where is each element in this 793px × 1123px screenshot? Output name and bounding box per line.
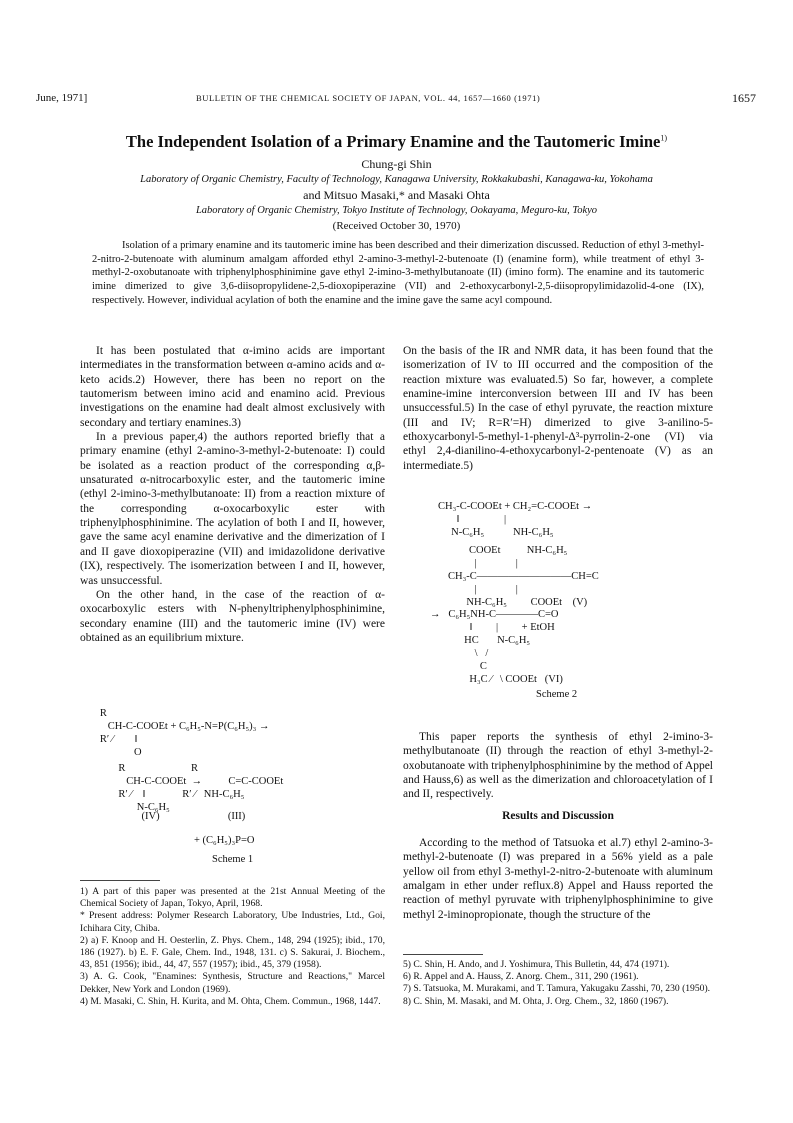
header-page-number: 1657 <box>732 91 756 105</box>
scheme-1-reactants: R CH-C-COOEt + C₆H₅-N=P(C₆H₅)₃ → R′ ⁄ ‖ O <box>99 708 270 758</box>
footnote-7: 7) S. Tatsuoka, M. Murakami, and T. Tamura, Yakugaku Zasshi, 70, 230 (1950). <box>403 983 711 995</box>
right-column-top <box>403 344 713 473</box>
footnote-1: 1) A part of this paper was presented at the 21st Annual Meeting of the Chemical Society of Japan, Tokyo, April, 1968. <box>80 886 385 910</box>
scheme-1-compound-labels: (IV) (III) <box>110 811 246 822</box>
footnote-3: 3) A. G. Cook, "Enamines: Synthesis, Structure and Reactions," Marcel Dekker, New York and London (1969). <box>80 971 385 995</box>
footnote-2: 2) a) F. Knoop and H. Oesterlin, Z. Phys. Chem., 148, 294 (1925); ibid., 170, 186 (1927). b) E. F. Gale, Chem. Ind., 1948, 131. c) S. Sakurai, J. Biochem., 43, 851 (1956); ibid., 44, 47, 557 (1957); ibid., 45, 379 (1958). <box>80 934 385 971</box>
footnote-rule-left <box>80 880 160 881</box>
right-column-bottom <box>403 836 713 922</box>
scheme-1-products: R R CH-C-COOEt → C=C-COOEt R′ ⁄ ‖ R′ ⁄ NH-C₆H₅ N-C₆H₅ <box>118 763 284 813</box>
title-text: The Independent Isolation of a Primary Enamine and the Tautomeric Imine <box>125 132 661 151</box>
footnote-rule-right <box>403 954 483 955</box>
left-paragraph-1: It has been postulated that α-imino acids are important intermediates in the transformation between α-amino acids and α-keto acids.2) However, there has been no report on the tautomerism between imino acid and enamino acid. Previous investigations on the enamine had dealt almost exclusively with secondary and tertiary enamines.3) <box>80 345 385 429</box>
footnote-present-address: * Present address: Polymer Research Laboratory, Ube Industries, Ltd., Goi, Ichihara City, Chiba. <box>80 910 385 934</box>
right-paragraph-2: This paper reports the synthesis of ethyl 2-imino-3-methylbutanoate (II) through the reaction of ethyl 3-methyl-2-oxobutanoate with triphenylphosphinimine by the method of Appel and Hauss,6) as well as the dimerization and chloroacetylation of I and II, respectively. <box>403 731 713 801</box>
header-journal: BULLETIN OF THE CHEMICAL SOCIETY OF JAPAN, VOL. 44, 1657—1660 (1971) <box>196 93 541 103</box>
author-line-2: and Mitsuo Masaki,* and Masaki Ohta <box>303 188 490 202</box>
left-paragraph-2: In a previous paper,4) the authors reported briefly that a primary enamine (ethyl 2-amino-3-methyl-2-butenoate: I) could be isolated as a reaction product of the corresponding α,β-unsaturated α-nitrocarboxylic ester, and the tautomeric imine (ethyl 2-imino-3-methylbutanoate: II) from a reaction mixture of the corresponding α-oxocarboxylic ester with triphenylphosphinimine. The acylation of both I and II, however, gave the same acyl enamine derivative and the dimerization of I and II gave dioxopiperazine (VII) and imidazolidone derivative (IX), respectively. The isomerization between I and II, however, was unsuccessful. <box>80 431 385 587</box>
footnote-8: 8) C. Shin, M. Masaki, and M. Ohta, J. Org. Chem., 32, 1860 (1967). <box>403 995 669 1007</box>
abstract: Isolation of a primary enamine and its tautomeric imine has been described and their dimerization discussed. Reduction of ethyl 3-methyl-2-nitro-2-butenoate with aluminum amalgam afforded ethyl 2-amino-3-methyl-2-butenoate (I) (enamine form), while treatment of ethyl 3-methyl-2-oxobutanoate with triphenylphosphinimine gave ethyl 2-imino-3-methylbutanoate (II) (imino form). The enamine and its tautomeric imine dimerized to give 3,6-diisopropylidene-2,5-dioxopiperazine (VII) and 2-ethoxycarbonyl-2,5-diisopropylimidazolid-4-one (IX), respectively. However, individual acylation of both the enamine and the imine gave the same acyl compound. <box>92 240 704 306</box>
footnote-6: 6) R. Appel and A. Hauss, Z. Anorg. Chem., 311, 290 (1961). <box>403 971 639 983</box>
right-paragraph-3: According to the method of Tatsuoka et al.7) ethyl 2-amino-3-methyl-2-butenoate (I) was prepared in a 56% yield as a pale yellow oil from ethyl 3-methyl-2-nitro-2-butenoate with aluminum amalgam in ether under reflux.8) Appel and Hauss reported the reaction of methyl pyruvate with triphenylphosphinimine to give methyl 2-iminopropionate, though the structure of the <box>403 837 713 921</box>
right-column-middle <box>403 730 713 802</box>
received-date: (Received October 30, 1970) <box>332 220 461 232</box>
scheme-2-product: → C₆H₅NH-C――――C=O ‖ | + EtOH HC N-C₆H₅ \ / C H₃C ⁄ \ COOEt (VI) <box>430 609 563 685</box>
scheme-2-intermediate: COOEt NH-C₆H₅ | | CH₃-C―――――――――CH=C | | NH-C₆H₅ COOEt (V) <box>448 545 599 608</box>
scheme-2-caption: Scheme 2 <box>536 689 578 700</box>
title-footnote-marker: 1) <box>660 133 668 143</box>
affiliation-1: Laboratory of Organic Chemistry, Faculty of Technology, Kanagawa University, Rokkakubashi, Kanagawa-ku, Yokohama <box>140 174 653 185</box>
header-date: June, 1971] <box>36 92 88 104</box>
scheme-1-caption: Scheme 1 <box>212 854 254 865</box>
scheme-2-reactants: CH₃-C-COOEt + CH₂=C-COOEt → ‖ | N-C₆H₅ NH-C₆H₅ <box>438 501 593 538</box>
left-footnotes <box>80 886 385 1008</box>
scheme-1-byproduct: + (C₆H₅)₃P=O <box>194 835 255 846</box>
paper-title <box>0 132 793 152</box>
right-paragraph-1: On the basis of the IR and NMR data, it has been found that the isomerization of IV to III occurred and the composition of the reaction mixture was evaluated.5) So far, however, a complete enamine-imine interconversion between III and IV has been unsuccessful.5) In the case of ethyl pyruvate, the reaction mixture (III and IV; R=R′=H) dimerized to give 3-anilino-5-ethoxycarbonyl-5-methyl-1-phenyl-Δ³-pyrrolin-2-one (VI) via ethyl 2,4-dianilino-4-ethoxycarbonyl-2-pentenoate (V) as an intermediate.5) <box>403 345 713 472</box>
left-paragraph-3: On the other hand, in the case of the reaction of α-oxocarboxylic esters with N-phenyltriphenylphosphinimine, secondary enamine (III) and the tautomeric imine (IV) were obtained as an equilibrium mixture. <box>80 588 385 644</box>
author-line-1: Chung-gi Shin <box>361 157 432 171</box>
right-footnotes <box>403 959 713 1008</box>
section-heading-results: Results and Discussion <box>502 810 614 822</box>
footnote-4: 4) M. Masaki, C. Shin, H. Kurita, and M. Ohta, Chem. Commun., 1968, 1447. <box>80 995 381 1007</box>
footnote-5: 5) C. Shin, H. Ando, and J. Yoshimura, This Bulletin, 44, 474 (1971). <box>403 959 670 970</box>
affiliation-2: Laboratory of Organic Chemistry, Tokyo Institute of Technology, Ookayama, Meguro-ku, Tokyo <box>195 205 598 216</box>
left-column <box>80 344 385 645</box>
